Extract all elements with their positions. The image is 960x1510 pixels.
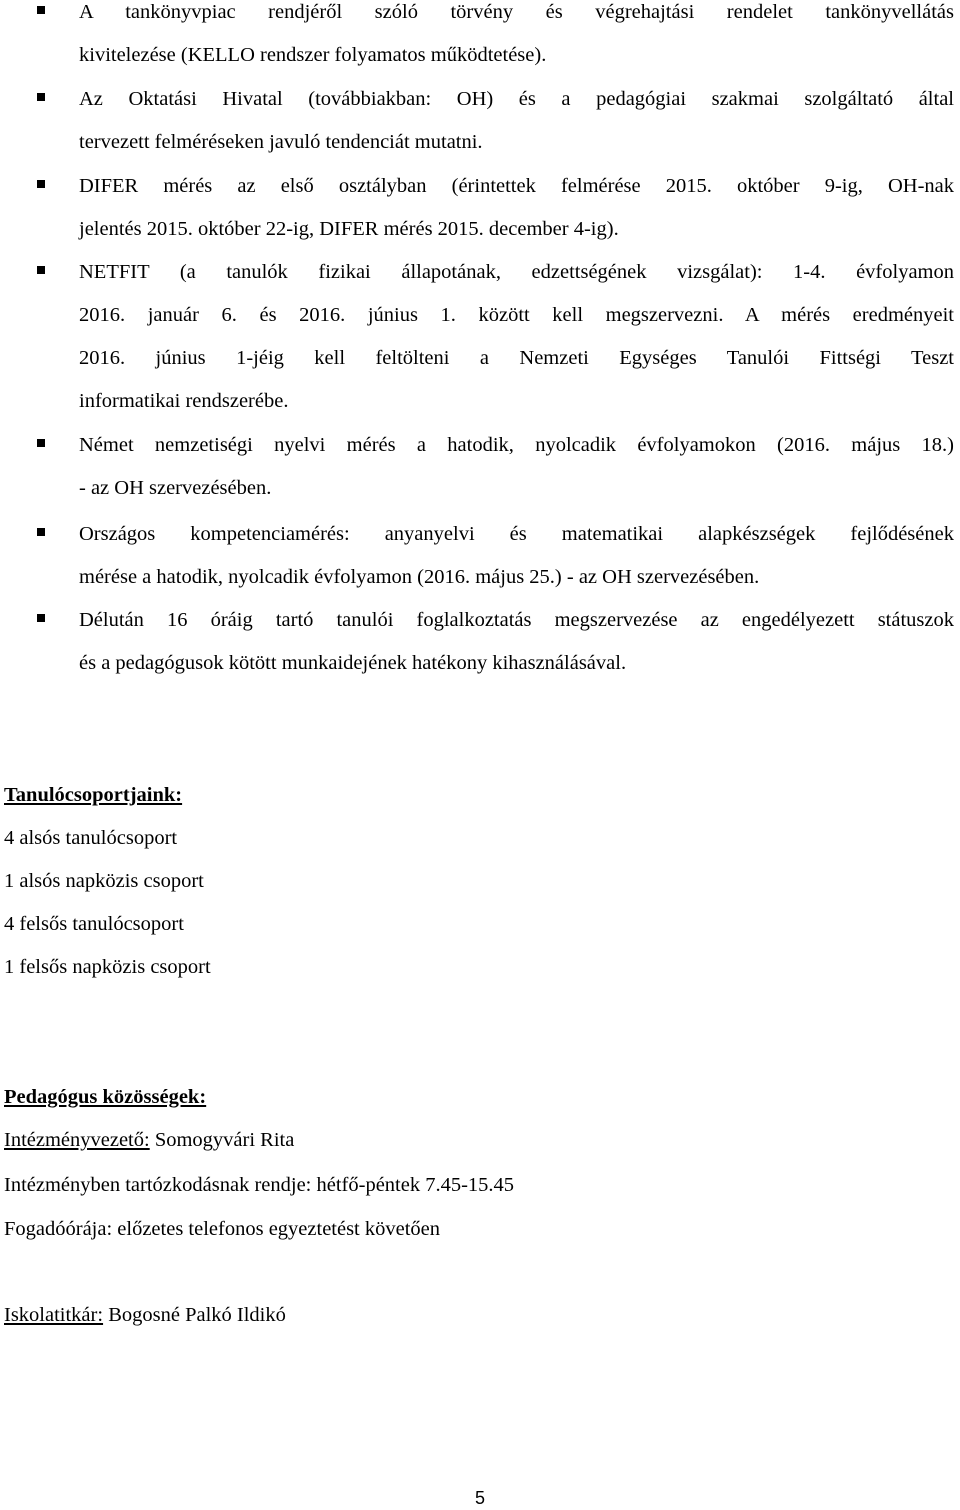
bullet-text-line: jelentés 2015. október 22-ig, DIFER mérés 2015. december 4-ig). xyxy=(79,218,619,240)
bullet-text-line: mérése a hatodik, nyolcadik évfolyamon (2016. május 25.) - az OH szervezésében. xyxy=(79,566,760,588)
staff-heading: Pedagógus közösségek: xyxy=(4,1086,207,1108)
square-bullet-icon xyxy=(37,266,45,274)
bullet-text-line: kivitelezése (KELLO rendszer folyamatos működtetése). xyxy=(79,44,547,66)
square-bullet-icon xyxy=(37,93,45,101)
bullet-text-line: - az OH szervezésében. xyxy=(79,477,272,499)
bullet-text-line: Német nemzetiségi nyelvi mérés a hatodik, nyolcadik évfolyamokon (2016. május 18.) xyxy=(79,434,954,456)
bullet-text-line: Országos kompetenciamérés: anyanyelvi és matematikai alapkészségek fejlődésének xyxy=(79,523,954,545)
page-number: 5 xyxy=(474,1488,485,1508)
director-label: Intézményvezető: xyxy=(4,1129,150,1151)
bullet-text-line: tervezett felméréseken javuló tendenciát mutatni. xyxy=(79,131,483,153)
group-list-item: 4 felsős tanulócsoport xyxy=(4,913,184,935)
director-line xyxy=(4,1127,294,1153)
reception-hours-line: Fogadóórája: előzetes telefonos egyeztetést követően xyxy=(4,1218,441,1240)
bullet-text-line: A tankönyvpiac rendjéről szóló törvény és végrehajtási rendelet tankönyvellátás xyxy=(79,1,954,23)
square-bullet-icon xyxy=(37,614,45,622)
bullet-text-line: 2016. június 1-jéig kell feltölteni a Nemzeti Egységes Tanulói Fittségi Teszt xyxy=(79,347,954,369)
group-list-item: 1 alsós napközis csoport xyxy=(4,870,204,892)
bullet-text-line: Az Oktatási Hivatal (továbbiakban: OH) és a pedagógiai szakmai szolgáltató által xyxy=(79,88,954,110)
bullet-text-line: DIFER mérés az első osztályban (érintettek felmérése 2015. október 9-ig, OH-nak xyxy=(79,175,954,197)
bullet-text-line: NETFIT (a tanulók fizikai állapotának, edzettségének vizsgálat): 1-4. évfolyamon xyxy=(79,261,954,283)
square-bullet-icon xyxy=(37,528,45,536)
secretary-line xyxy=(4,1302,286,1328)
bullet-text-line: Délután 16 óráig tartó tanulói foglalkoztatás megszervezése az engedélyezett státuszok xyxy=(79,609,954,631)
bullet-text-line: informatikai rendszerébe. xyxy=(79,390,289,412)
groups-heading: Tanulócsoportjaink: xyxy=(4,784,183,806)
group-list-item: 1 felsős napközis csoport xyxy=(4,956,211,978)
director-name: Somogyvári Rita xyxy=(149,1129,295,1151)
square-bullet-icon xyxy=(37,180,45,188)
office-hours-line: Intézményben tartózkodásnak rendje: hétfő-péntek 7.45-15.45 xyxy=(4,1174,515,1196)
group-list-item: 4 alsós tanulócsoport xyxy=(4,827,178,849)
bullet-text-line: és a pedagógusok kötött munkaidejének hatékony kihasználásával. xyxy=(79,652,627,674)
square-bullet-icon xyxy=(37,439,45,447)
secretary-label: Iskolatitkár: xyxy=(4,1304,104,1326)
bullet-text-line: 2016. január 6. és 2016. június 1. között kell megszervezni. A mérés eredményeit xyxy=(79,304,954,326)
secretary-name: Bogosné Palkó Ildikó xyxy=(103,1304,286,1326)
square-bullet-icon xyxy=(37,6,45,14)
